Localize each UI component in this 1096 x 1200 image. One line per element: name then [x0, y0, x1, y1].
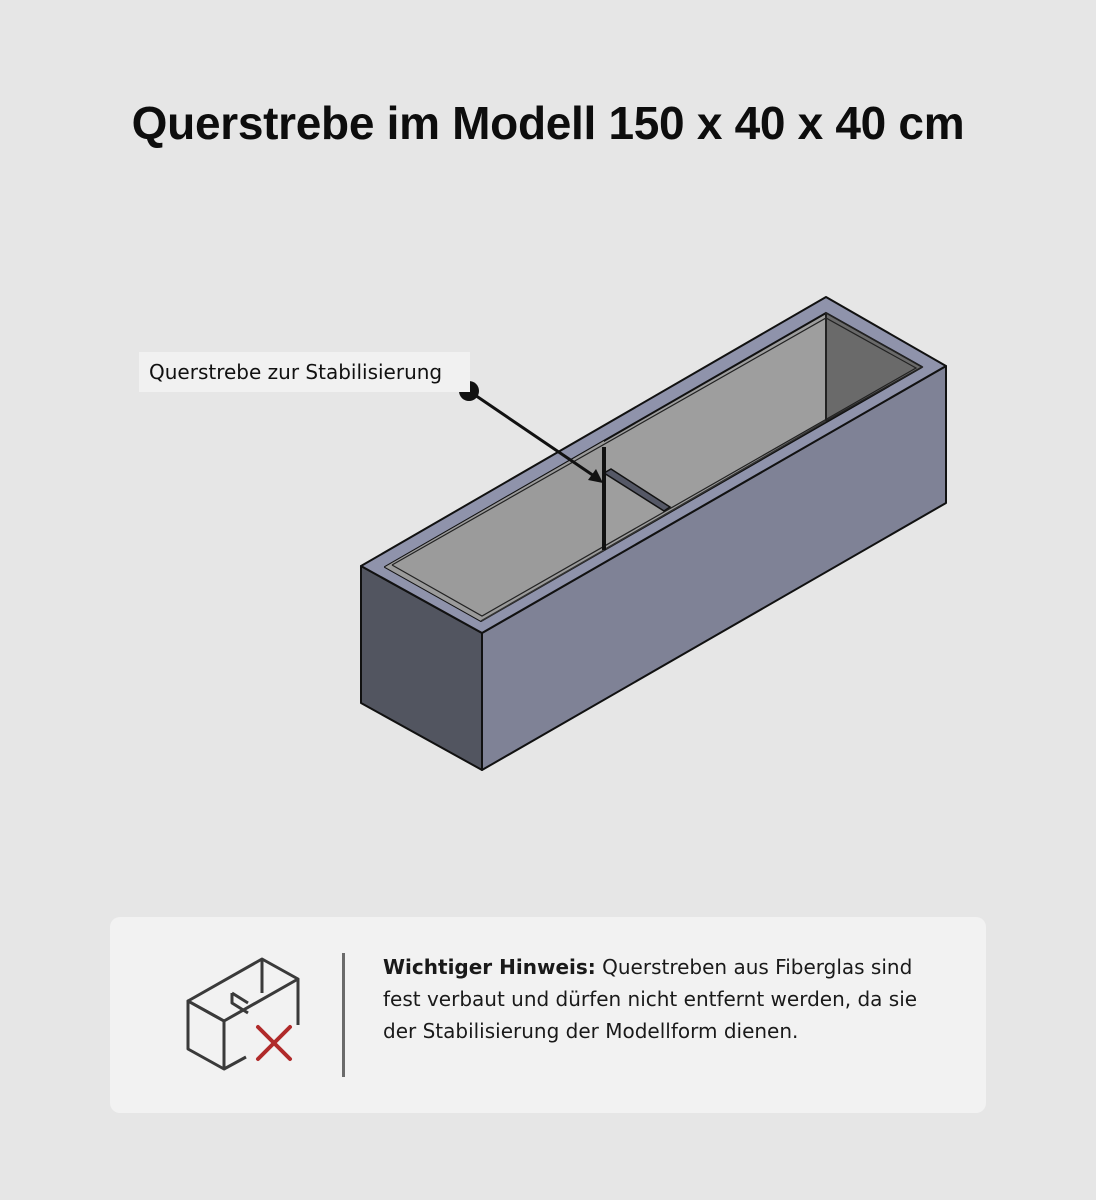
callout-label: Querstrebe zur Stabilisierung — [139, 352, 470, 392]
notice-body: Querstreben aus Fiberglas sind fest verbaut und dürfen nicht entfernt werden, da sie der Stabilisierung der Modellform dienen. — [383, 955, 918, 1043]
notice-box — [110, 917, 986, 1113]
planter-box-remove-icon — [182, 953, 306, 1077]
page-title: Querstrebe im Modell 150 x 40 x 40 cm — [131, 97, 965, 149]
notice-text — [383, 951, 943, 1047]
notice-divider — [342, 953, 345, 1077]
callout-pointer — [469, 391, 597, 478]
notice-heading: Wichtiger Hinweis: — [383, 955, 596, 979]
